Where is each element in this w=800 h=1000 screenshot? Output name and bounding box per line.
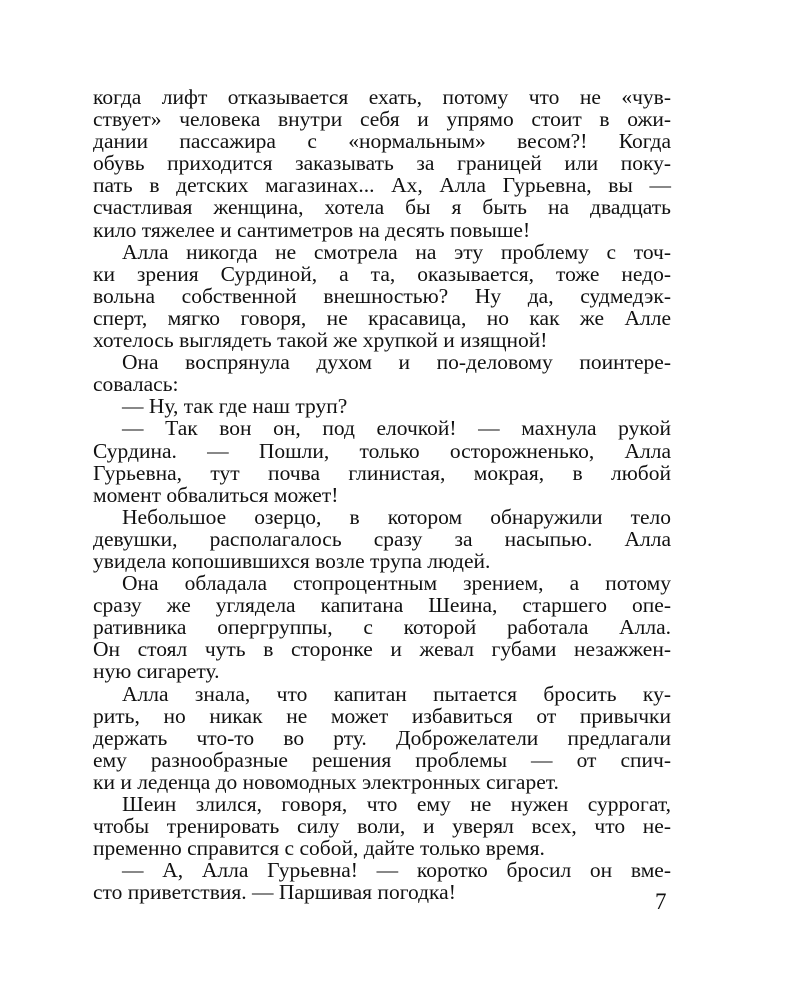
text-line: сто приветствия. — Паршивая погодка!	[93, 880, 456, 905]
text-line: — А, Алла Гурьевна! — коротко бросил он вме-	[122, 858, 671, 883]
text-line: девушки, располагалось сразу за насыпью. Алла	[93, 526, 671, 551]
text-line: обувь приходится заказывать за границей или поку-	[93, 151, 671, 176]
text-line: хотелось выглядеть такой же хрупкой и изящной!	[93, 328, 548, 353]
text-line: ную сигарету.	[93, 659, 220, 684]
text-line: вольна собственной внешностью? Ну да, судмедэк-	[93, 283, 671, 308]
text-line: Гурьевна, тут почва глинистая, мокрая, в любой	[93, 460, 671, 485]
text-line: Алла знала, что капитан пытается бросить ку-	[122, 681, 671, 706]
text-line: ративника опергруппы, с которой работала Алла.	[93, 615, 671, 640]
text-line: увидела копошившихся возле трупа людей.	[93, 548, 491, 573]
text-line: Алла никогда не смотрела на эту проблему с точ-	[122, 239, 671, 264]
text-line: ки зрения Сурдиной, а та, оказывается, тоже недо-	[93, 261, 671, 286]
text-line: дании пассажира с «нормальным» весом?! Когда	[93, 129, 671, 154]
text-line: ему разнообразные решения проблемы — от спич-	[93, 747, 671, 772]
text-line: сперт, мягко говоря, не красавица, но как же Алле	[93, 305, 671, 330]
text-line: ки и леденца до новомодных электронных сигарет.	[93, 769, 559, 794]
text-line: — Так вон он, под елочкой! — махнула рукой	[122, 416, 671, 441]
text-line: Сурдина. — Пошли, только осторожненько, Алла	[93, 438, 671, 463]
text-line: Она обладала стопроцентным зрением, а потому	[122, 571, 671, 596]
text-line: пать в детских магазинах... Ах, Алла Гурьевна, вы —	[93, 173, 671, 198]
text-line: Он стоял чуть в сторонке и жевал губами незажжен-	[93, 637, 671, 662]
page-number: 7	[655, 889, 667, 914]
text-line: Небольшое озерцо, в котором обнаружили тело	[122, 504, 671, 529]
text-line: чтобы тренировать силу воли, и уверял всех, что не-	[93, 814, 671, 839]
text-line: сразу же углядела капитана Шеина, старшего опе-	[93, 593, 671, 618]
text-line: — Ну, так где наш труп?	[122, 394, 348, 419]
page-body	[93, 86, 671, 903]
text-line: Шеин злился, говоря, что ему не нужен суррогат,	[122, 792, 671, 816]
text-line: держать что-то во рту. Доброжелатели предлагали	[93, 725, 671, 750]
text-line: когда лифт отказывается ехать, потому что не «чув-	[93, 85, 671, 109]
text-line: Она воспрянула духом и по-деловому поинтере-	[122, 350, 671, 375]
text-line: рить, но никак не может избавиться от привычки	[93, 703, 671, 728]
text-line: счастливая женщина, хотела бы я быть на двадцать	[93, 195, 671, 220]
text-line: ствует» человека внутри себя и упрямо стоит в ожи-	[93, 107, 671, 132]
text-line: совалась:	[93, 372, 179, 397]
text-line: пременно справится с собой, дайте только время.	[93, 836, 545, 861]
text-line: кило тяжелее и сантиметров на десять повыше!	[93, 217, 531, 242]
text-line: момент обвалиться может!	[93, 482, 339, 507]
